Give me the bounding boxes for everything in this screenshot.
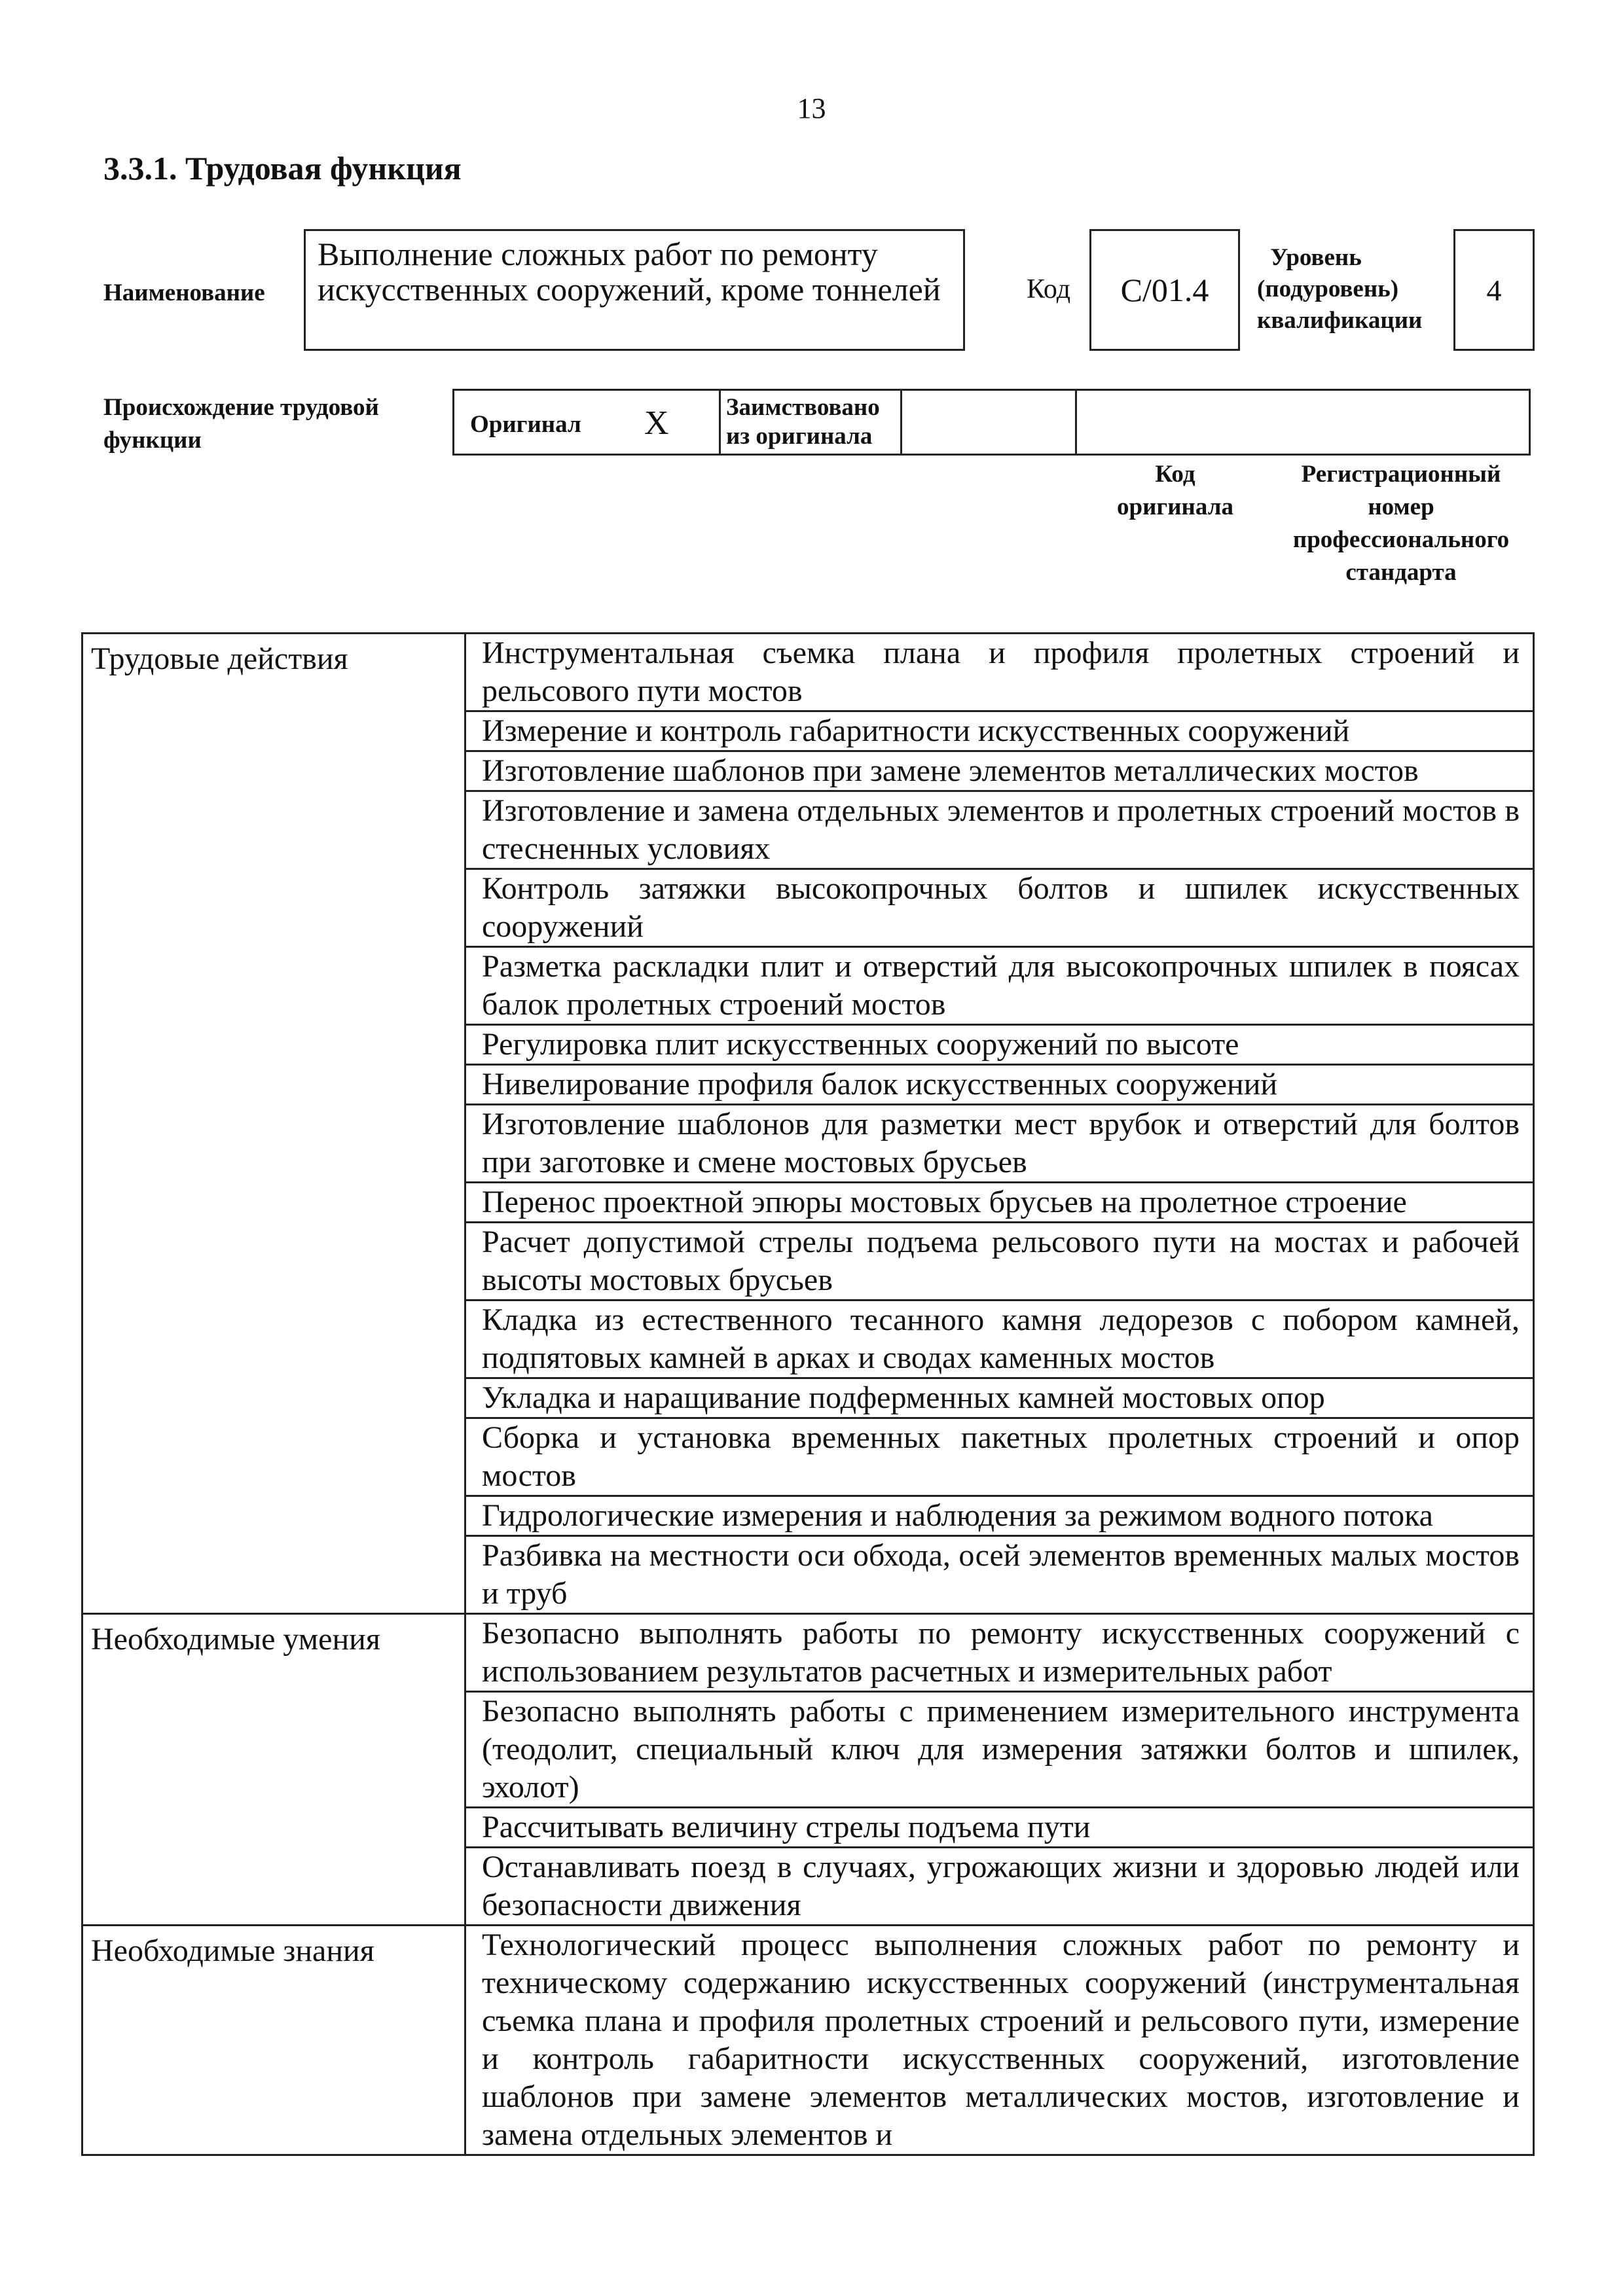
section-title-cell: Трудовые действия <box>82 634 465 1614</box>
table-row <box>82 1926 1534 2155</box>
caption-line: профессионального <box>1292 526 1510 553</box>
table-row <box>82 634 1534 711</box>
qualification-level-box: 4 <box>1453 229 1535 351</box>
section-item-cell: Разметка раскладки плит и отверстий для высокопрочных шпилек в поясах балок пролетных строений мостов <box>465 947 1534 1025</box>
caption-line: номер <box>1368 493 1434 520</box>
section-item-cell: Измерение и контроль габаритности искусственных сооружений <box>465 711 1534 751</box>
table-row <box>82 1614 1534 1692</box>
caption-line: оригинала <box>1117 493 1233 520</box>
section-item-cell: Перенос проектной эпюры мостовых брусьев на пролетное строение <box>465 1183 1534 1223</box>
page-number: 13 <box>797 92 826 124</box>
original-code-caption <box>1087 458 1264 524</box>
caption-line: Код <box>1155 461 1195 488</box>
origin-label <box>103 391 379 457</box>
section-item-cell: Рассчитывать величину стрелы подъема пути <box>465 1808 1534 1848</box>
borrowed-cell: Заимствовано из оригинала <box>719 389 902 456</box>
name-label: Наименование <box>103 279 265 306</box>
registration-number-caption <box>1270 458 1532 589</box>
section-item-cell: Безопасно выполнять работы по ремонту искусственных сооружений с использованием результатов расчетных и измерительных работ <box>465 1614 1534 1692</box>
function-code-box: C/01.4 <box>1089 229 1240 351</box>
original-code-cell <box>900 389 1077 456</box>
original-label: Оригинал <box>470 411 581 438</box>
section-item-cell: Нивелирование профиля балок искусственных сооружений <box>465 1065 1534 1105</box>
code-label: Код <box>1027 274 1071 304</box>
caption-line: Регистрационный <box>1301 461 1501 488</box>
origin-label-line: Происхождение трудовой <box>103 394 379 421</box>
level-label-line: Уровень <box>1270 244 1362 271</box>
section-item-cell: Гидрологические измерения и наблюдения за режимом водного потока <box>465 1496 1534 1536</box>
section-item-cell: Изготовление и замена отдельных элементов и пролетных строений мостов в стесненных условиях <box>465 791 1534 869</box>
registration-number-cell <box>1075 389 1531 456</box>
section-item-cell: Контроль затяжки высокопрочных болтов и шпилек искусственных сооружений <box>465 869 1534 947</box>
level-label-line: квалификации <box>1257 307 1423 334</box>
section-item-cell: Безопасно выполнять работы с применением измерительного инструмента (теодолит, специальный ключ для измерения затяжки болтов и шпилек, эхолот) <box>465 1692 1534 1808</box>
section-item-cell: Укладка и наращивание подферменных камней мостовых опор <box>465 1378 1534 1418</box>
section-item-cell: Разбивка на местности оси обхода, осей элементов временных малых мостов и труб <box>465 1536 1534 1614</box>
section-item-cell: Технологический процесс выполнения сложных работ по ремонту и техническому содержанию искусственных сооружений (инструментальная съемка плана и профиля пролетных строений и рельсового пути, измерение и контроль габаритности искусственных сооружений, изготовление шаблонов при замене элементов металлических мостов, изготовление и замена отдельных элементов и <box>465 1926 1534 2155</box>
section-title: 3.3.1. Трудовая функция <box>103 150 462 187</box>
section-item-cell: Останавливать поезд в случаях, угрожающих жизни и здоровью людей или безопасности движения <box>465 1848 1534 1926</box>
original-mark: X <box>644 404 669 442</box>
section-title-cell: Необходимые умения <box>82 1614 465 1926</box>
function-details-table <box>81 632 1535 2156</box>
function-name-box: Выполнение сложных работ по ремонту искусственных сооружений, кроме тоннелей <box>304 229 965 351</box>
section-item-cell: Инструментальная съемка плана и профиля пролетных строений и рельсового пути мостов <box>465 634 1534 711</box>
original-cell <box>452 389 721 456</box>
section-item-cell: Сборка и установка временных пакетных пролетных строений и опор мостов <box>465 1418 1534 1496</box>
section-item-cell: Изготовление шаблонов для разметки мест врубок и отверстий для болтов при заготовке и смене мостовых брусьев <box>465 1105 1534 1183</box>
qualification-level-label <box>1257 242 1423 336</box>
section-item-cell: Изготовление шаблонов при замене элементов металлических мостов <box>465 751 1534 791</box>
section-item-cell: Кладка из естественного тесанного камня ледорезов с побором камней, подпятовых камней в арках и сводах каменных мостов <box>465 1300 1534 1378</box>
origin-grid <box>454 389 1535 456</box>
section-title-cell: Необходимые знания <box>82 1926 465 2155</box>
section-item-cell: Расчет допустимой стрелы подъема рельсового пути на мостах и рабочей высоты мостовых брусьев <box>465 1223 1534 1300</box>
section-item-cell: Регулировка плит искусственных сооружений по высоте <box>465 1025 1534 1065</box>
level-label-line: (подуровень) <box>1257 276 1399 302</box>
origin-label-line: функции <box>103 427 202 454</box>
caption-line: стандарта <box>1345 559 1457 586</box>
